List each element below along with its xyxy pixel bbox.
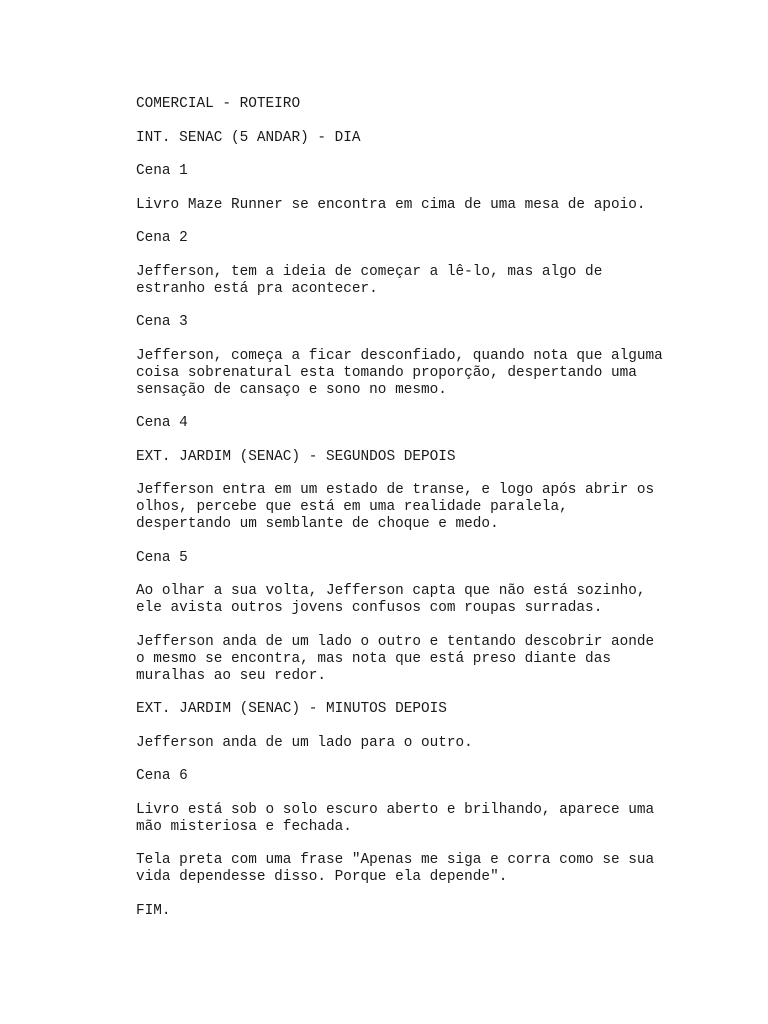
- action-paragraph: Jefferson anda de um lado o outro e tentando descobrir aonde o mesmo se encontra, mas nota que está preso diante das muralhas ao seu redor.: [136, 633, 655, 684]
- scene-label: Cena 3: [136, 314, 188, 330]
- scene-label: Cena 1: [136, 163, 188, 179]
- action-paragraph: Jefferson, tem a ideia de começar a lê-lo, mas algo de estranho está pra acontecer.: [136, 263, 603, 297]
- action-paragraph: Jefferson, começa a ficar desconfiado, quando nota que alguma coisa sobrenatural esta tomando proporção, despertando uma sensação de cansaço e sono no mesmo.: [136, 347, 663, 398]
- action-paragraph: Livro está sob o solo escuro aberto e brilhando, aparece uma mão misteriosa e fechada.: [136, 801, 655, 835]
- end-marker: FIM.: [136, 902, 171, 919]
- action-paragraph: Jefferson entra em um estado de transe, e logo após abrir os olhos, percebe que está em uma realidade paralela, despertando um semblante de choque e medo.: [136, 482, 655, 532]
- scene-heading: EXT. JARDIM (SENAC) - MINUTOS DEPOIS: [136, 701, 447, 717]
- action-paragraph: Ao olhar a sua volta, Jefferson capta que não está sozinho, ele avista outros jovens confusos com roupas surradas.: [136, 583, 646, 616]
- action-paragraph: Tela preta com uma frase "Apenas me siga e corra como se sua vida dependesse disso. Porque ela depende".: [136, 852, 655, 885]
- scene-heading: EXT. JARDIM (SENAC) - SEGUNDOS DEPOIS: [136, 448, 456, 465]
- scene-label: Cena 4: [136, 415, 188, 431]
- script-body: [136, 96, 736, 936]
- scene-label: Cena 5: [136, 549, 188, 566]
- action-paragraph: Livro Maze Runner se encontra em cima de uma mesa de apoio.: [136, 196, 646, 213]
- action-paragraph: Jefferson anda de um lado para o outro.: [136, 734, 473, 751]
- document-title: COMERCIAL - ROTEIRO: [136, 96, 301, 112]
- scene-heading: INT. SENAC (5 ANDAR) - DIA: [136, 129, 361, 146]
- scene-label: Cena 2: [136, 230, 188, 246]
- scene-label: Cena 6: [136, 768, 188, 784]
